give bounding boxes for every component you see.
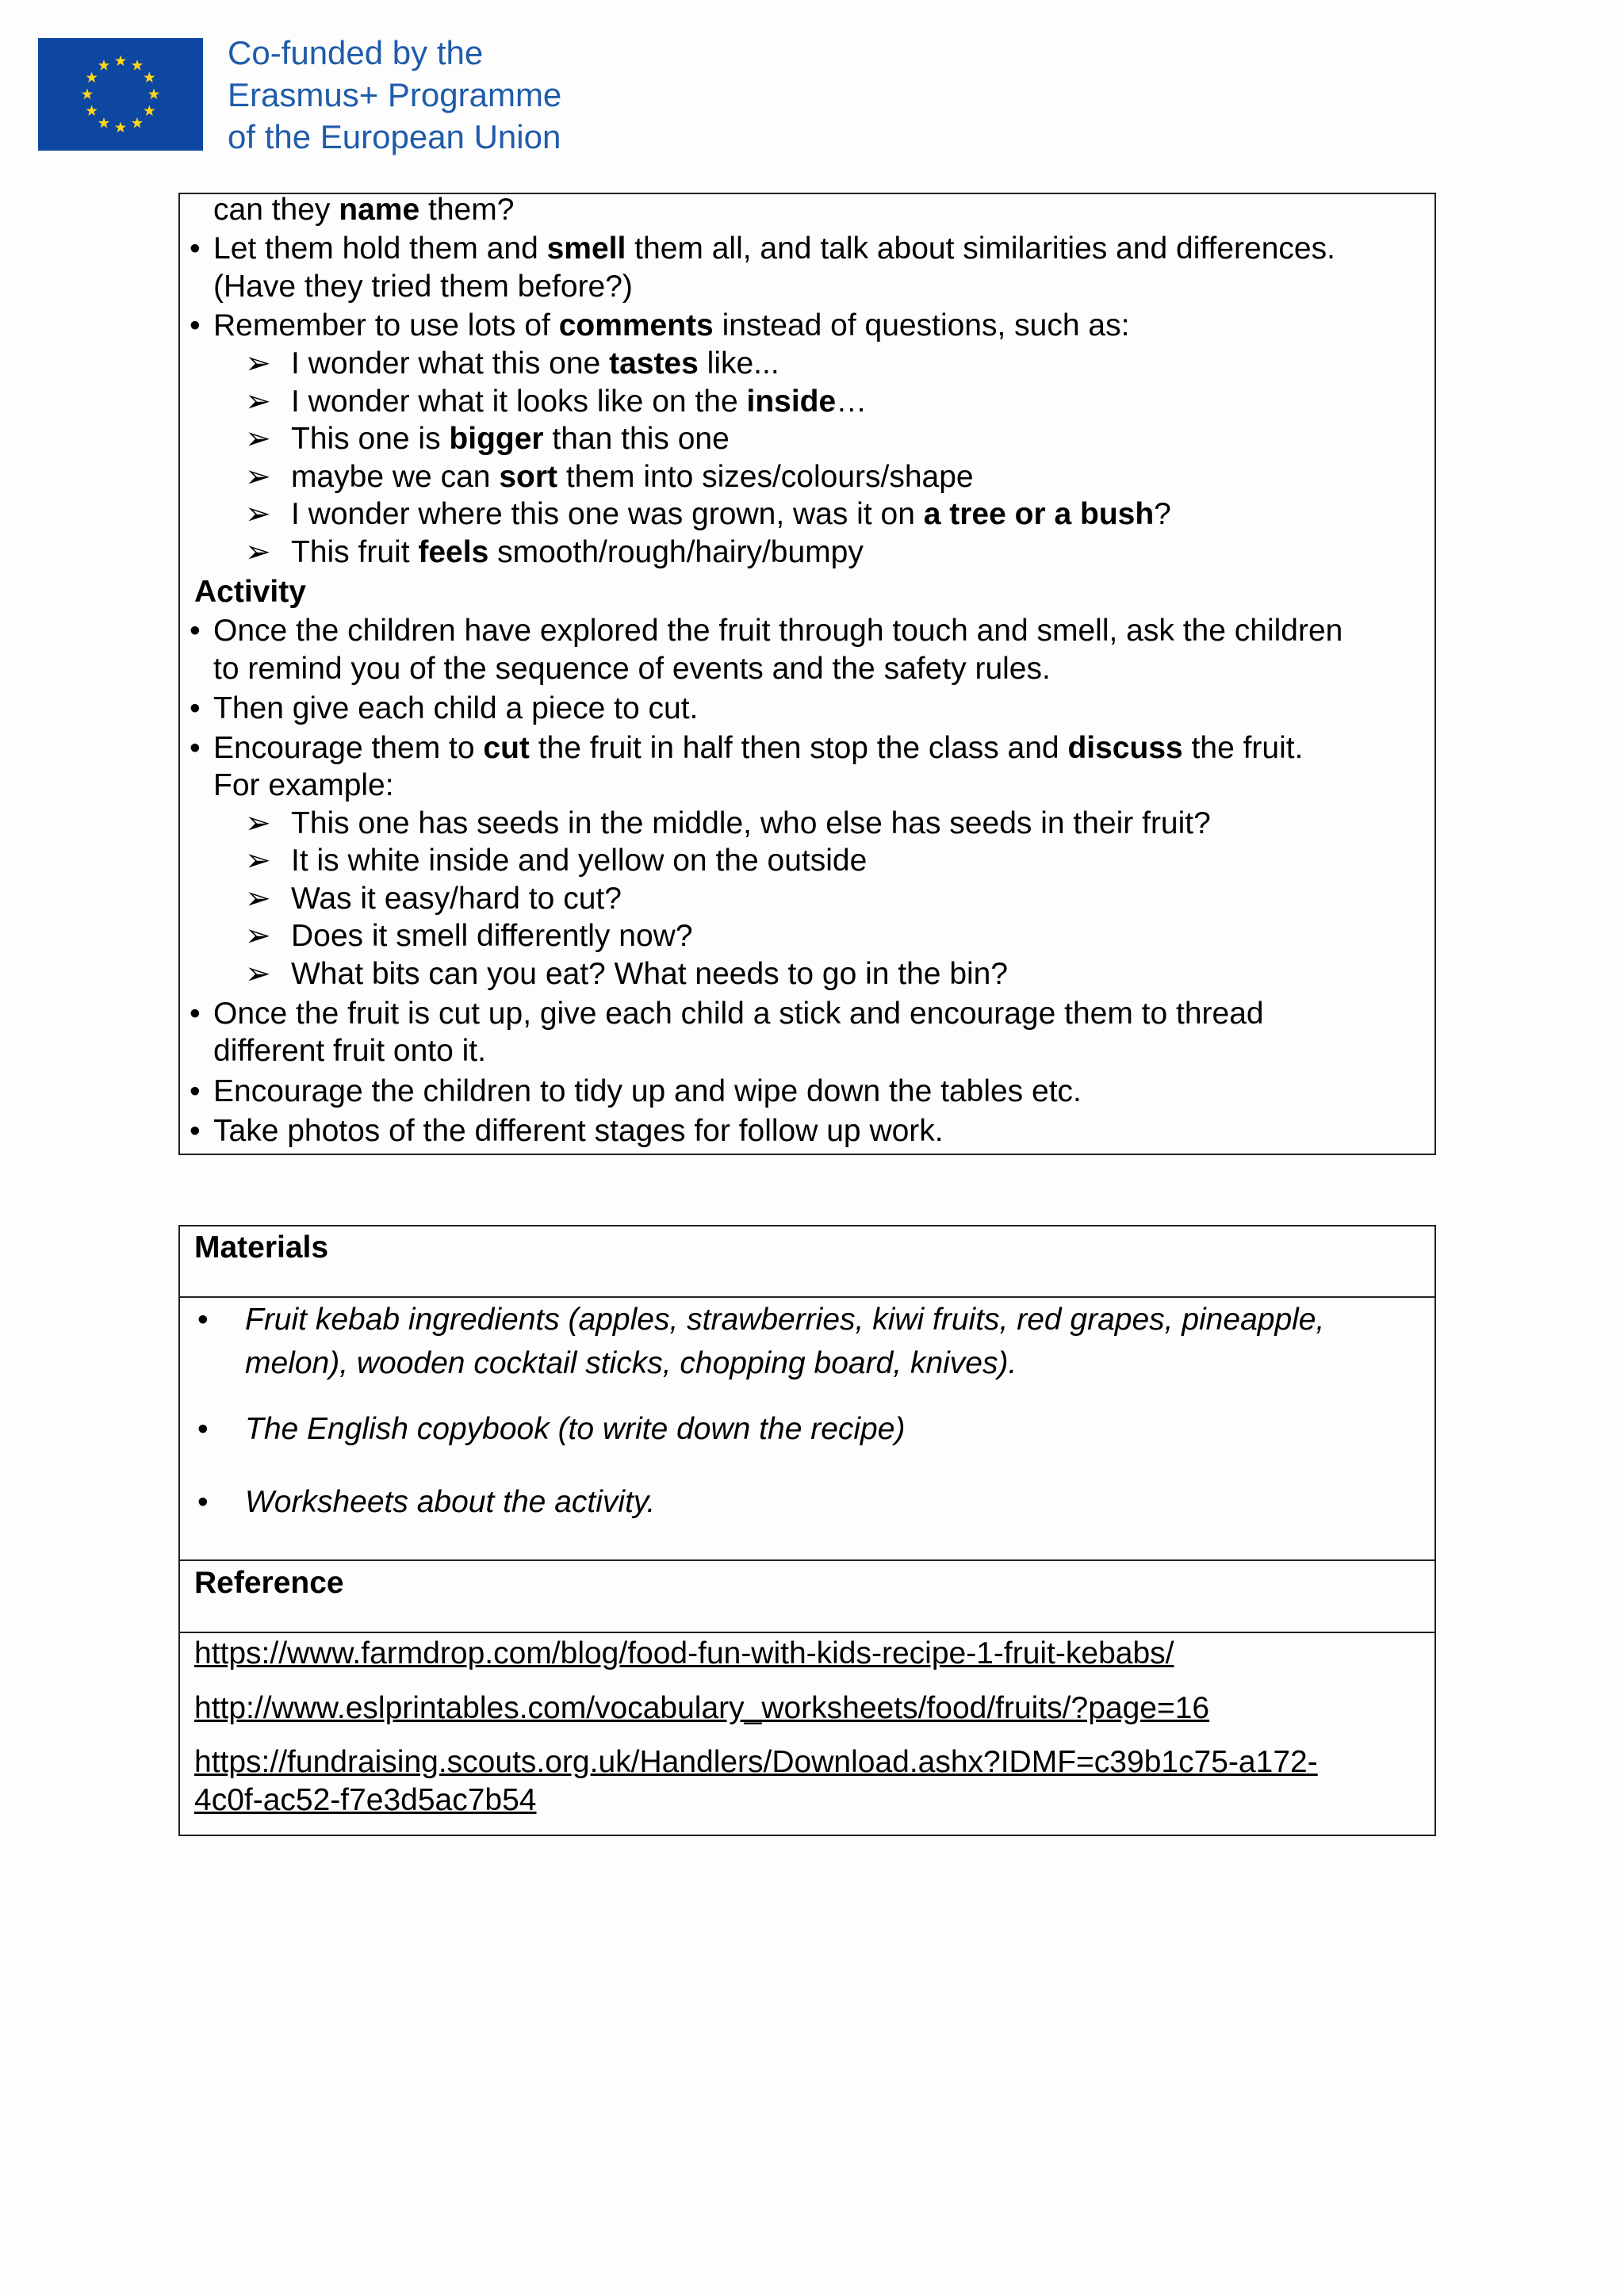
arrow-bullet-icon: ➢ (245, 806, 271, 840)
eu-cofunded-text (228, 32, 561, 158)
reference-link-farmdrop[interactable]: https://www.farmdrop.com/blog/food-fun-with-kids-recipe-1-fruit-kebabs/ (194, 1636, 1174, 1670)
activity-box: can they name them? • Let them hold them and smell them all, and talk about similarities and differences. (Have they tried them before?) • Remember to use lots of comments instead of questions, such as: ➢ I wonder what this one tastes like... ➢ I wonder what it looks like on the inside… ➢ This one is bigger than this one ➢ maybe we can sort them into sizes/colours/shape ➢ I wonder where this one was grown, was it on a tree or a bush? ➢ This fruit feels smooth/rough/hairy/bumpy Activity • Once the children have explored the fruit through touch and smell, ask the children to remind you of the sequence of events and the safety rules. • Then give each child a piece to cut. • Encourage them to cut the fruit in half then stop the class and discuss the fruit. For example: ➢ This one has seeds in the middle, who else has seeds in their fruit? ➢ It is white inside and yellow on the outside ➢ Was it easy/hard to cut? ➢ Does it smell differently now? ➢ What bits can you eat? What needs to go in the bin? • Once the fruit is cut up, give each child a stick and encourage them to thread different fruit onto it. • Encourage the children to tidy up and wipe down the tables etc. • Take photos of the different stages for follow up work. (178, 193, 1436, 1155)
material-item: Fruit kebab ingredients (apples, strawberries, kiwi fruits, red grapes, pineapple, melon), wooden cocktail sticks, chopping board, knives). (245, 1303, 1325, 1380)
materials-heading: Materials (194, 1230, 329, 1265)
eu-flag-icon (38, 38, 203, 151)
arrow-bullet-icon: ➢ (245, 957, 271, 991)
arrow-bullet-icon: ➢ (245, 346, 271, 381)
bullet-icon: • (197, 1412, 209, 1446)
arrow-bullet-icon: ➢ (245, 535, 271, 569)
material-item: The English copybook (to write down the recipe) (245, 1412, 906, 1446)
arrow-bullet-icon: ➢ (245, 844, 271, 878)
arrow-bullet-icon: ➢ (245, 919, 271, 953)
header-line-1: Co-funded by the (228, 34, 484, 71)
arrow-bullet-icon: ➢ (245, 460, 271, 494)
material-item: Worksheets about the activity. (245, 1485, 656, 1519)
arrow-bullet-icon: ➢ (245, 422, 271, 456)
arrow-bullet-icon: ➢ (245, 497, 271, 531)
bullet-icon: • (197, 1303, 209, 1337)
reference-link-scouts[interactable]: https://fundraising.scouts.org.uk/Handlers/Download.ashx?IDMF=c39b1c75-a172- 4c0f-ac52-f7e3d5ac7b54 (194, 1745, 1318, 1817)
arrow-bullet-icon: ➢ (245, 882, 271, 916)
reference-link-eslprintables[interactable]: http://www.eslprintables.com/vocabulary_worksheets/food/fruits/?page=16 (194, 1691, 1210, 1725)
materials-reference-table (178, 1225, 1436, 1836)
header-line-2: Erasmus+ Programme (228, 76, 562, 113)
table-divider (180, 1632, 1434, 1633)
arrow-bullet-icon: ➢ (245, 385, 271, 419)
table-divider (180, 1559, 1434, 1561)
reference-heading: Reference (194, 1566, 344, 1600)
bullet-icon: • (197, 1485, 209, 1519)
header-line-3: of the European Union (228, 118, 561, 155)
